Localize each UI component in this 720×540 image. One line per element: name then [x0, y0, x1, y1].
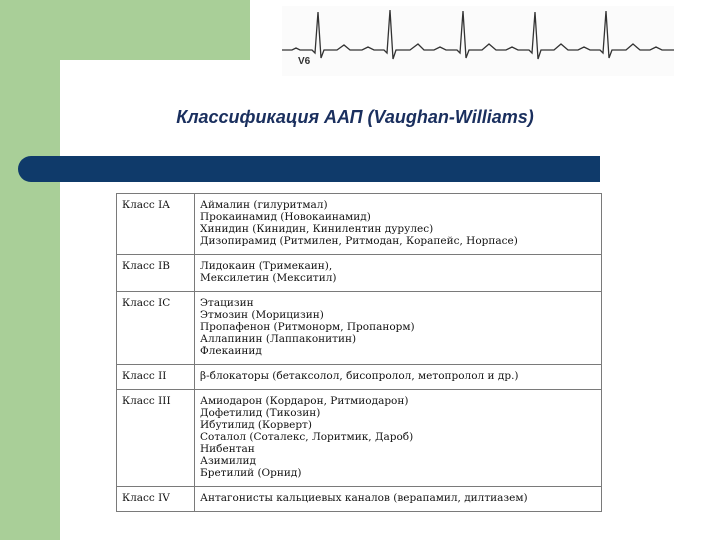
class-cell: Класс II: [117, 365, 195, 390]
class-cell: Класс IC: [117, 292, 195, 365]
class-cell: Класс IA: [117, 194, 195, 255]
drugs-cell: [195, 194, 602, 255]
class-cell: Класс IB: [117, 255, 195, 292]
drug-line: Флекаинид: [200, 345, 262, 357]
drug-line: Этмозин (Морицизин): [200, 309, 324, 321]
drug-line: Аллапинин (Лаппаконитин): [200, 333, 357, 345]
drugs-cell: [195, 487, 602, 512]
table-row: [117, 487, 602, 512]
drug-line: Лидокаин (Тримекаин),: [200, 260, 333, 272]
drugs-cell: [195, 390, 602, 487]
table-row: [117, 390, 602, 487]
drug-line: Азимилид: [200, 455, 256, 467]
drugs-cell: [195, 365, 602, 390]
left-accent-band: [0, 0, 60, 540]
drug-line: Нибентан: [200, 443, 255, 455]
page-title-text: Классификация ААП (Vaughan-Williams): [176, 107, 534, 127]
class-cell: Класс III: [117, 390, 195, 487]
drug-line: Бретилий (Орнид): [200, 467, 302, 479]
drug-line: Этацизин: [200, 297, 254, 309]
drug-line: Дофетилид (Тикозин): [200, 407, 321, 419]
header-bar: [18, 156, 600, 182]
table-row: [117, 255, 602, 292]
page-title: [0, 107, 720, 128]
drug-line: Амиодарон (Кордарон, Ритмиодарон): [200, 395, 409, 407]
table-row: [117, 194, 602, 255]
drug-line: Аймалин (гилуритмал): [200, 199, 328, 211]
drug-line: Хинидин (Кинидин, Кинилентин дурулес): [200, 223, 434, 235]
drug-line: Мексилетин (Мекситил): [200, 272, 337, 284]
drug-line: Прокаинамид (Новокаинамид): [200, 211, 371, 223]
drug-line: β-блокаторы (бетаксолол, бисопролол, метопролол и др.): [200, 370, 519, 382]
drug-line: Дизопирамид (Ритмилен, Ритмодан, Корапейс, Норпасе): [200, 235, 518, 247]
drug-line: Соталол (Соталекс, Лоритмик, Дароб): [200, 431, 414, 443]
drug-line: Пропафенон (Ритмонорм, Пропанорм): [200, 321, 415, 333]
class-cell: Класс IV: [117, 487, 195, 512]
drug-line: Ибутилид (Корверт): [200, 419, 312, 431]
table-row: [117, 365, 602, 390]
drugs-cell: [195, 292, 602, 365]
top-accent-band: [0, 0, 250, 60]
ecg-trace: [282, 6, 674, 76]
classification-table: [116, 193, 602, 512]
drugs-cell: [195, 255, 602, 292]
drug-line: Антагонисты кальциевых каналов (верапамил, дилтиазем): [200, 492, 528, 504]
ecg-strip-image: [282, 6, 674, 76]
ecg-lead-label: V6: [298, 56, 311, 67]
table-body: [117, 194, 602, 512]
table-row: [117, 292, 602, 365]
